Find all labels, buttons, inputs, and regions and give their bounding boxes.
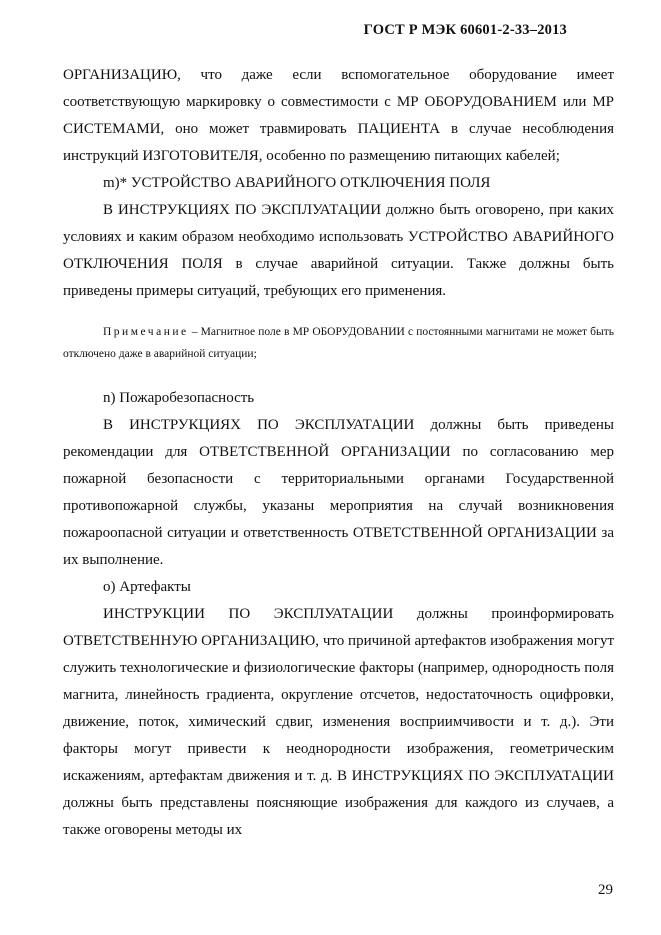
item-m-heading: m)* УСТРОЙСТВО АВАРИЙНОГО ОТКЛЮЧЕНИЯ ПОЛЯ <box>103 175 491 191</box>
page-number: 29 <box>598 882 613 898</box>
item-n-body: В ИНСТРУКЦИЯХ ПО ЭКСПЛУАТАЦИИ должны быть приведены рекомендации для ОТВЕТСТВЕННОЙ ОРГАНИЗАЦИИ по согласованию мер пожарной безопасности с территориальными органами Государственной противопожарной службы, указаны мероприятия на случай возникновения пожароопасной ситуации и ответственность ОТВЕТСТВЕННОЙ ОРГАНИЗАЦИИ за их выполнение. <box>63 417 614 568</box>
note-label: Примечание <box>103 326 189 338</box>
document-body <box>63 62 614 844</box>
paragraph-continuation: ОРГАНИЗАЦИЮ, что даже если вспомогательное оборудование имеет соответствующую маркировку о совместимости с МР ОБОРУДОВАНИЕМ или МР СИСТЕМАМИ, оно может травмировать ПАЦИЕНТА в случае несоблюдения инструкций ИЗГОТОВИТЕЛЯ, особенно по размещению питающих кабелей; <box>63 67 614 164</box>
item-o-body: ИНСТРУКЦИИ ПО ЭКСПЛУАТАЦИИ должны проинформировать ОТВЕТСТВЕННУЮ ОРГАНИЗАЦИЮ, что причиной артефактов изображения могут служить технологические и физиологические факторы (например, однородность поля магнита, линейность градиента, округление отсчетов, недостаточность оцифровки, движение, поток, химический сдвиг, изменения восприимчивости и т. д.). Эти факторы могут привести к неоднородности изображения, геометрическим искажениям, артефактам движения и т. д. В ИНСТРУКЦИЯХ ПО ЭКСПЛУАТАЦИИ должны быть представлены поясняющие изображения для каждого из случаев, а также оговорены методы их <box>63 606 614 838</box>
note-text: – Магнитное поле в МР ОБОРУДОВАНИИ с постоянными магнитами не может быть отключено даже в аварийной ситуации; <box>63 326 614 360</box>
note-paragraph <box>63 321 614 365</box>
item-n-heading: n) Пожаробезопасность <box>103 390 255 406</box>
document-header: ГОСТ Р МЭК 60601-2-33–2013 <box>363 22 567 38</box>
item-m-body: В ИНСТРУКЦИЯХ ПО ЭКСПЛУАТАЦИИ должно быть оговорено, при каких условиях и каким образом необходимо использовать УСТРОЙСТВО АВАРИЙНОГО ОТКЛЮЧЕНИЯ ПОЛЯ в случае аварийной ситуации. Также должны быть приведены примеры ситуаций, требующих его применения. <box>63 202 614 299</box>
item-o-heading: о) Артефакты <box>103 579 191 595</box>
